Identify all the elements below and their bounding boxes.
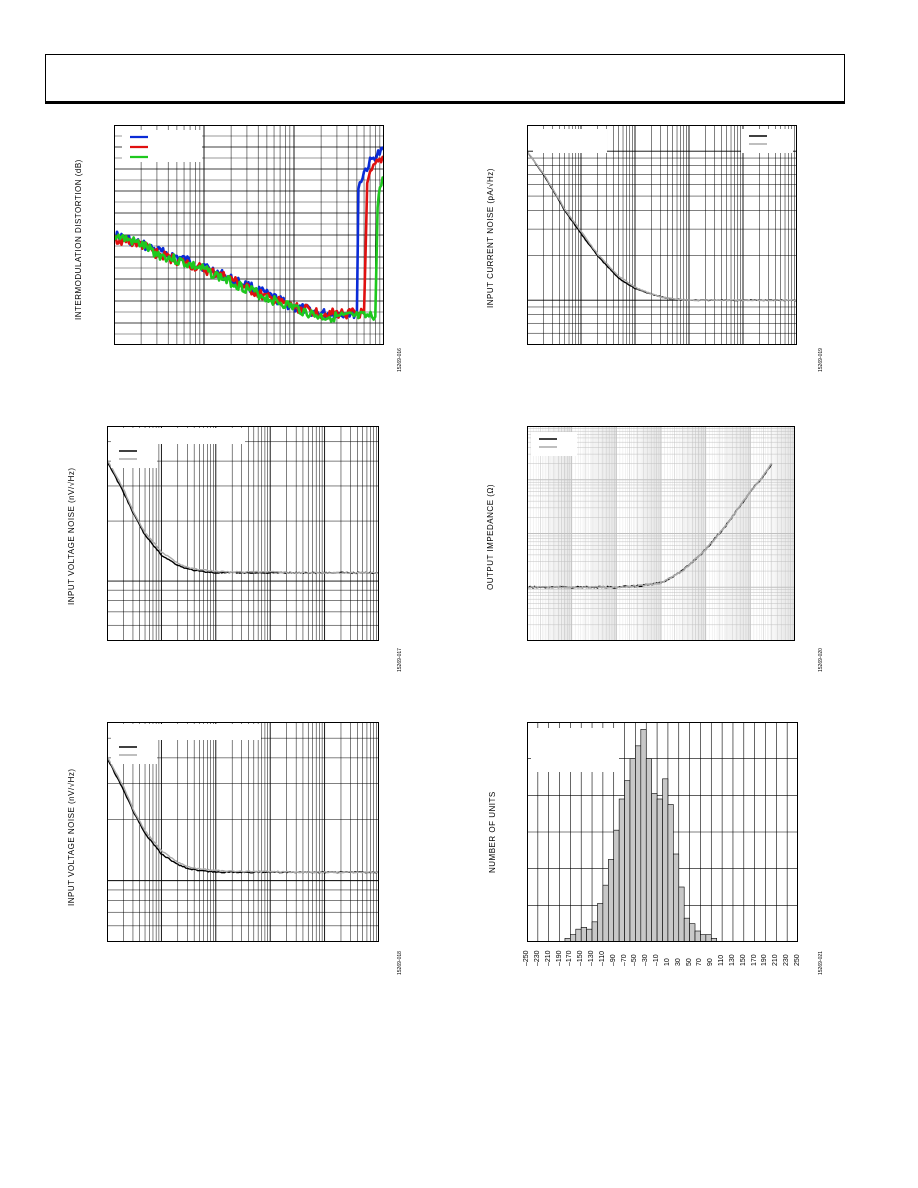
series-line-2: [527, 151, 797, 301]
histogram-bar: [581, 927, 586, 942]
voltage-noise-chart-1: [107, 426, 379, 641]
series-line-2: [114, 156, 384, 318]
histogram-bar: [570, 935, 575, 942]
current-noise-y-axis-label: INPUT CURRENT NOISE (pA/√Hz): [486, 168, 495, 308]
histogram-bar: [608, 860, 613, 943]
histogram-bar: [614, 830, 619, 942]
x-tick-label: –150: [577, 950, 585, 966]
histogram-bar: [673, 854, 678, 942]
output-impedance-y-axis-label: OUTPUT IMPEDANCE (Ω): [486, 483, 495, 590]
x-tick-label: –10: [653, 954, 661, 966]
current-noise-chart: [527, 125, 797, 345]
grid: [527, 125, 797, 345]
histogram-bar: [657, 799, 662, 942]
legend-box: [741, 129, 793, 153]
x-tick-label: 190: [761, 954, 769, 966]
grid: [527, 426, 795, 641]
histogram-bar: [576, 929, 581, 942]
x-tick-label: 230: [783, 954, 791, 966]
histogram-bar: [679, 887, 684, 942]
x-tick-label: 90: [707, 958, 715, 966]
page-header-rule: [45, 101, 845, 104]
imd-y-axis-label: INTERMODULATION DISTORTION (dB): [74, 159, 83, 320]
x-tick-label: –90: [609, 954, 617, 966]
x-tick-label: 110: [718, 954, 726, 966]
histogram-bar: [630, 759, 635, 942]
x-tick-label: 130: [728, 954, 736, 966]
histogram-bar: [603, 885, 608, 942]
output-impedance-figure-id: 15269-020: [818, 648, 824, 672]
output-impedance-chart: [527, 426, 795, 641]
x-tick-label: –190: [555, 950, 563, 966]
histogram-y-axis-label: NUMBER OF UNITS: [488, 791, 497, 873]
histogram-bar: [668, 805, 673, 943]
voltage-noise-chart-2: [107, 722, 379, 942]
plot-svg: [107, 722, 379, 942]
x-tick-label: 150: [739, 954, 747, 966]
histogram-bar: [700, 935, 705, 942]
histogram-bar: [592, 922, 597, 942]
plot-svg: [527, 426, 795, 641]
histogram-bar: [641, 729, 646, 942]
histogram-figure-id: 15269-021: [818, 951, 824, 975]
x-tick-label: –250: [523, 950, 530, 966]
histogram-bar: [690, 924, 695, 942]
x-tick-label: –210: [544, 950, 552, 966]
imd-chart: [114, 125, 384, 345]
histogram-bar: [684, 918, 689, 942]
plot-svg: [527, 125, 797, 345]
histogram-bar: [625, 781, 630, 942]
legend-box: [111, 444, 157, 468]
voltage-noise-1-figure-id: 15269-017: [397, 648, 403, 672]
x-tick-label: –110: [598, 950, 606, 966]
voltage-noise-1-y-axis-label: INPUT VOLTAGE NOISE (nV/√Hz): [67, 467, 76, 605]
histogram-bar: [619, 799, 624, 942]
x-tick-label: –50: [631, 954, 639, 966]
x-tick-label: 210: [772, 954, 780, 966]
plot-svg: [114, 125, 384, 345]
histogram-bar: [652, 794, 657, 943]
plot-svg: [107, 426, 379, 641]
series-line-1: [527, 151, 797, 301]
histogram-chart: [527, 722, 798, 942]
imd-figure-id: 15269-016: [397, 348, 403, 372]
x-tick-label: –70: [620, 954, 628, 966]
series-line-1: [114, 148, 384, 318]
histogram-svg: [527, 722, 798, 942]
x-tick-label: 70: [696, 958, 704, 966]
legend-box: [111, 740, 157, 764]
x-tick-label: –130: [588, 950, 596, 966]
histogram-bar: [695, 931, 700, 942]
series-line-1: [107, 758, 379, 873]
histogram-bar: [597, 904, 602, 943]
series-line-2: [107, 460, 379, 574]
page-header-box: [45, 54, 845, 102]
x-tick-label: 50: [685, 958, 693, 966]
x-tick-label: –230: [533, 950, 541, 966]
histogram-bar: [635, 746, 640, 942]
x-tick-label: 10: [663, 958, 671, 966]
series-line-1: [107, 461, 379, 574]
legend-box: [531, 432, 577, 456]
x-tick-label: 250: [794, 954, 801, 966]
histogram-bar: [646, 759, 651, 942]
x-tick-label: –30: [642, 954, 650, 966]
x-tick-label: 170: [750, 954, 758, 966]
annotation-box: [533, 129, 607, 153]
series-line-2: [107, 756, 379, 873]
current-noise-figure-id: 15269-019: [818, 348, 824, 372]
x-tick-label: 30: [674, 958, 682, 966]
voltage-noise-2-y-axis-label: INPUT VOLTAGE NOISE (nV/√Hz): [67, 768, 76, 906]
plot-border: [528, 126, 797, 345]
annotation-box: [111, 724, 261, 740]
histogram-bar: [587, 929, 592, 942]
histogram-bar: [663, 779, 668, 942]
x-tick-label: –170: [566, 950, 574, 966]
voltage-noise-2-figure-id: 15269-018: [397, 951, 403, 975]
annotation-box: [531, 728, 619, 772]
histogram-bar: [706, 935, 711, 942]
annotation-box: [111, 428, 245, 444]
